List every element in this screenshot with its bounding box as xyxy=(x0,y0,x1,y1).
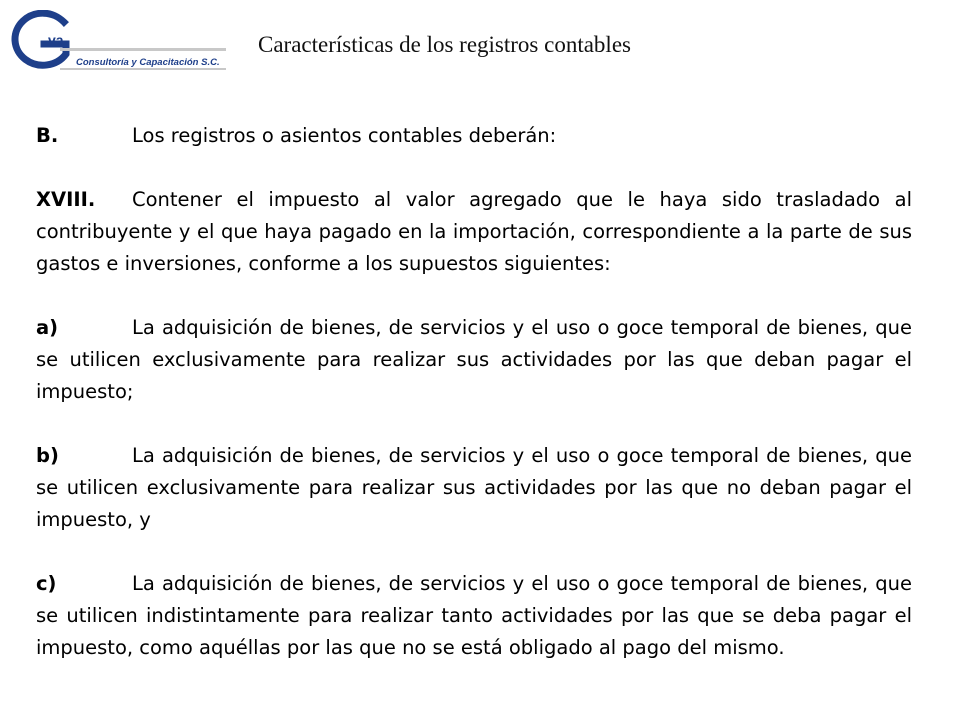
section-text: La adquisición de bienes, de servicios y el uso o goce temporal de bienes, que se utilicen indistintamente para realizar tanto actividades por las que se deba pagar el impuesto, como aquéllas por las que no se está obligado al pago del mismo. xyxy=(36,572,912,659)
section-label: b) xyxy=(36,444,59,467)
section-c xyxy=(36,568,912,664)
section-b-item xyxy=(36,440,912,536)
logo-subtitle: Consultoría y Capacitación S.C. xyxy=(76,57,220,68)
logo-text: va xyxy=(48,32,64,48)
section-xviii xyxy=(36,184,912,280)
section-text: Los registros o asientos contables deberán: xyxy=(132,124,557,147)
section-text: Contener el impuesto al valor agregado que le haya sido trasladado al contribuyente y el que haya pagado en la importación, correspondiente a la parte de sus gastos e inversiones, conforme a los supuestos siguientes: xyxy=(36,188,912,275)
section-label: XVIII. xyxy=(36,188,96,211)
document-body xyxy=(36,120,912,664)
section-b xyxy=(36,120,912,152)
section-a xyxy=(36,312,912,408)
section-label: a) xyxy=(36,316,59,339)
page-title: Características de los registros contables xyxy=(258,32,631,57)
company-logo xyxy=(4,10,232,74)
section-label: B. xyxy=(36,124,59,147)
section-text: La adquisición de bienes, de servicios y el uso o goce temporal de bienes, que se utilicen exclusivamente para realizar sus actividades por las que deban pagar el impuesto; xyxy=(36,316,912,403)
section-label: c) xyxy=(36,572,57,595)
section-text: La adquisición de bienes, de servicios y el uso o goce temporal de bienes, que se utilicen exclusivamente para realizar sus actividades por las que no deban pagar el impuesto, y xyxy=(36,444,912,531)
